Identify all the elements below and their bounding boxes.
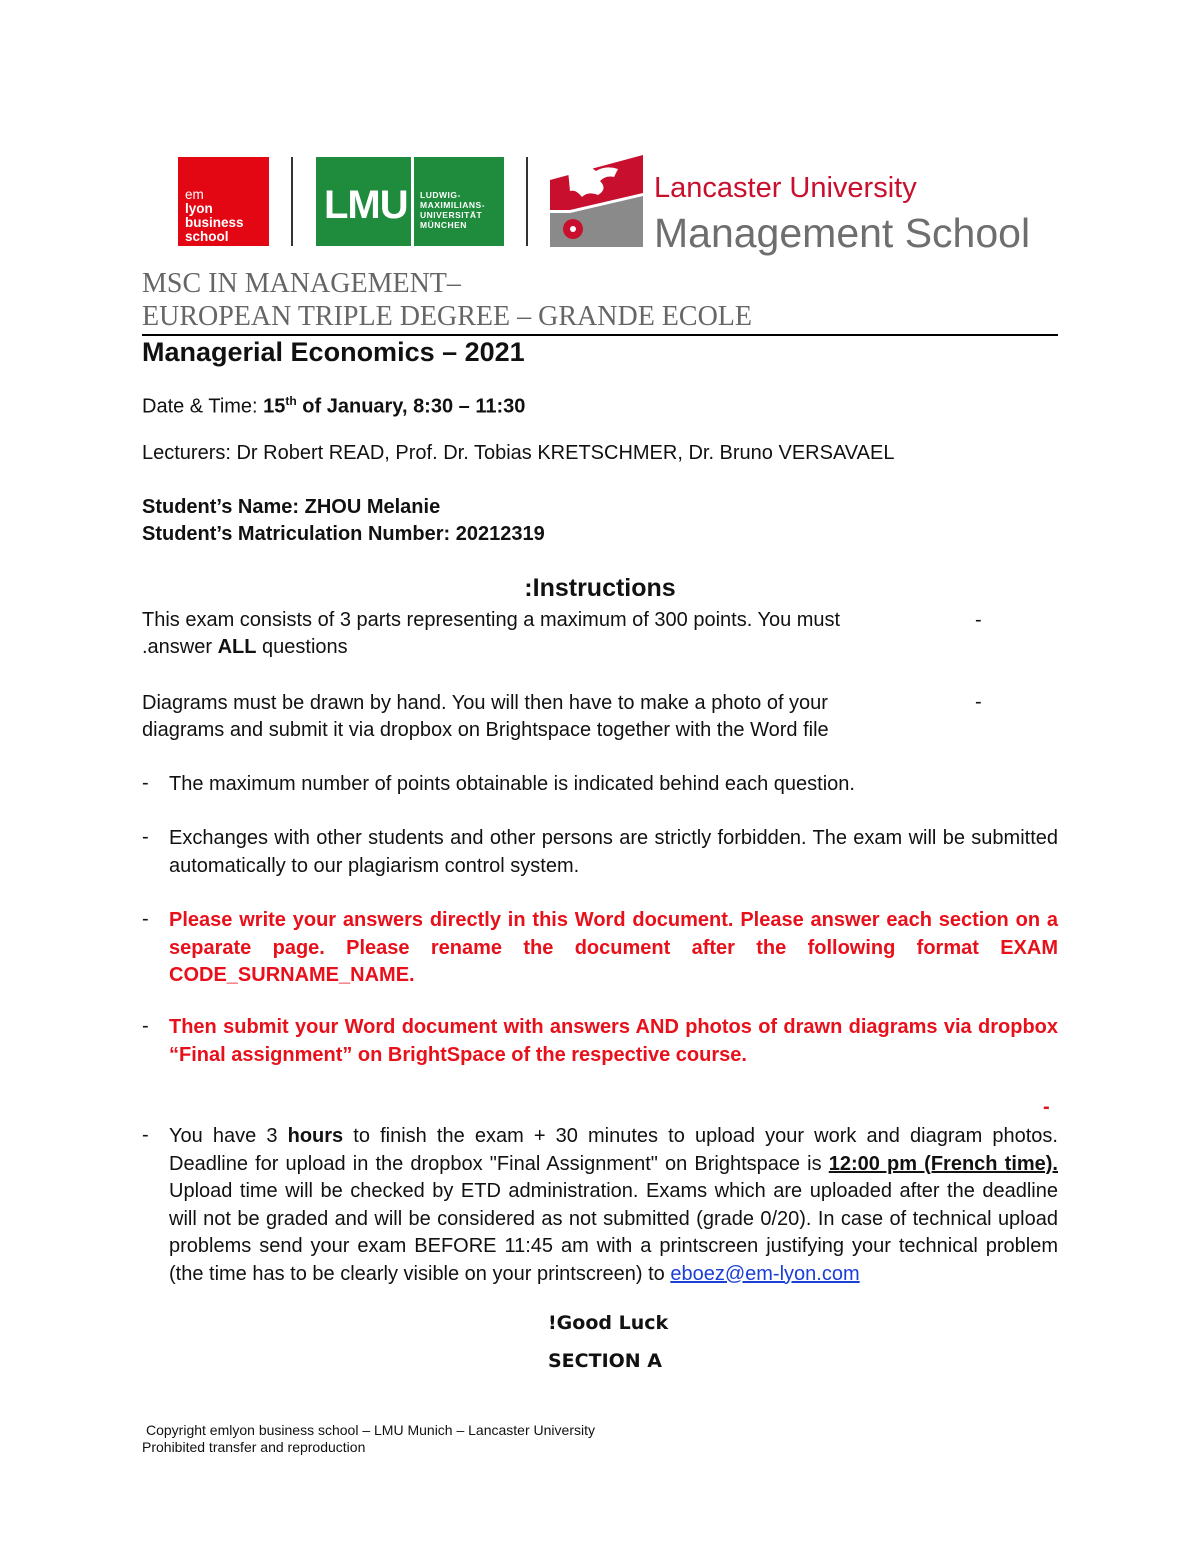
bullet-dash: - [142,1124,149,1146]
bullet-dash: - [142,908,149,930]
bullet-dash: - [975,609,982,631]
lmu-logo-subtext: LUDWIG- MAXIMILIANS- UNIVERSITÄT MÜNCHEN [420,190,486,230]
header-rule [142,334,1058,336]
instruction-bullet-deadline: You have 3 hours to finish the exam + 30 minutes to upload your work and diagram photos. Deadline for upload in the dropbox "Final Assignment" on Brightspace is 12:00 pm (French time). Upload time will be checked by ETD administration. Exams which are uploaded after the deadline will not be graded and will be considered as not submitted (grade 0/20). In case of technical upload problems send your exam BEFORE 11:45 am with a printscreen justifying your technical problem (the time has to be clearly visible on your printscreen) to eboez@em-lyon.com [169,1125,1058,1285]
instruction-bullet-warning: Then submit your Word document with answers AND photos of drawn diagrams via dropbox “Final assignment” on BrightSpace of the respective course. [169,1016,1058,1066]
lancaster-crest-icon [548,155,643,250]
student-name: Student’s Name: ZHOU Melanie [142,496,441,518]
emlyon-logo-line: business [185,215,244,230]
lmu-logo-divider [411,157,414,246]
emlyon-logo [178,157,269,246]
instruction-paragraph: This exam consists of 3 parts representing a maximum of 300 points. You must .answer ALL questions [142,609,841,658]
logo-divider [526,157,528,246]
program-line2: EUROPEAN TRIPLE DEGREE – GRANDE ECOLE [142,301,753,332]
bullet-dash: - [1043,1096,1050,1118]
lancaster-logo-line2: Management School [654,210,1031,256]
emlyon-logo-line: em [185,187,204,202]
lecturers: Lecturers: Dr Robert READ, Prof. Dr. Tobias KRETSCHMER, Dr. Bruno VERSAVAEL [142,442,895,464]
good-luck: !Good Luck [548,1312,669,1334]
date-time: Date & Time: 15th of January, 8:30 – 11:30 [142,394,526,418]
instruction-bullet-warning: Please write your answers directly in this Word document. Please answer each section on a separate page. Please rename the document after the following format EXAM CODE_SURNAME_NAME. [169,909,1058,986]
program-line1: MSC IN MANAGEMENT– [142,268,461,299]
instruction-bullet: The maximum number of points obtainable is indicated behind each question. [169,773,855,795]
instructions-heading: :Instructions [524,574,676,602]
footer-prohibited: Prohibited transfer and reproduction [142,1439,366,1455]
lancaster-logo-line1: Lancaster University [654,172,917,204]
instruction-bullet: Exchanges with other students and other persons are strictly forbidden. The exam will be submitted automatically to our plagiarism control system. [169,827,1058,877]
emlyon-logo-line: school [185,229,229,244]
logo-divider [291,157,293,246]
instruction-paragraph: Diagrams must be drawn by hand. You will then have to make a photo of your diagrams and submit it via dropbox on Brightspace together with the Word file [142,692,829,741]
bullet-dash: - [142,826,149,848]
bullet-dash: - [142,1015,149,1037]
email-link[interactable]: eboez@em-lyon.com [670,1262,860,1285]
lmu-logo-text: LMU [324,183,408,227]
lmu-logo [316,157,504,246]
bullet-dash: - [975,691,982,713]
student-number: Student’s Matriculation Number: 20212319 [142,523,545,545]
section-heading: SECTION A [548,1350,663,1372]
bullet-dash: - [142,772,149,794]
footer-copyright: Copyright emlyon business school – LMU Munich – Lancaster University [146,1422,595,1438]
emlyon-logo-line: lyon [185,201,213,216]
course-title: Managerial Economics – 2021 [142,337,525,367]
